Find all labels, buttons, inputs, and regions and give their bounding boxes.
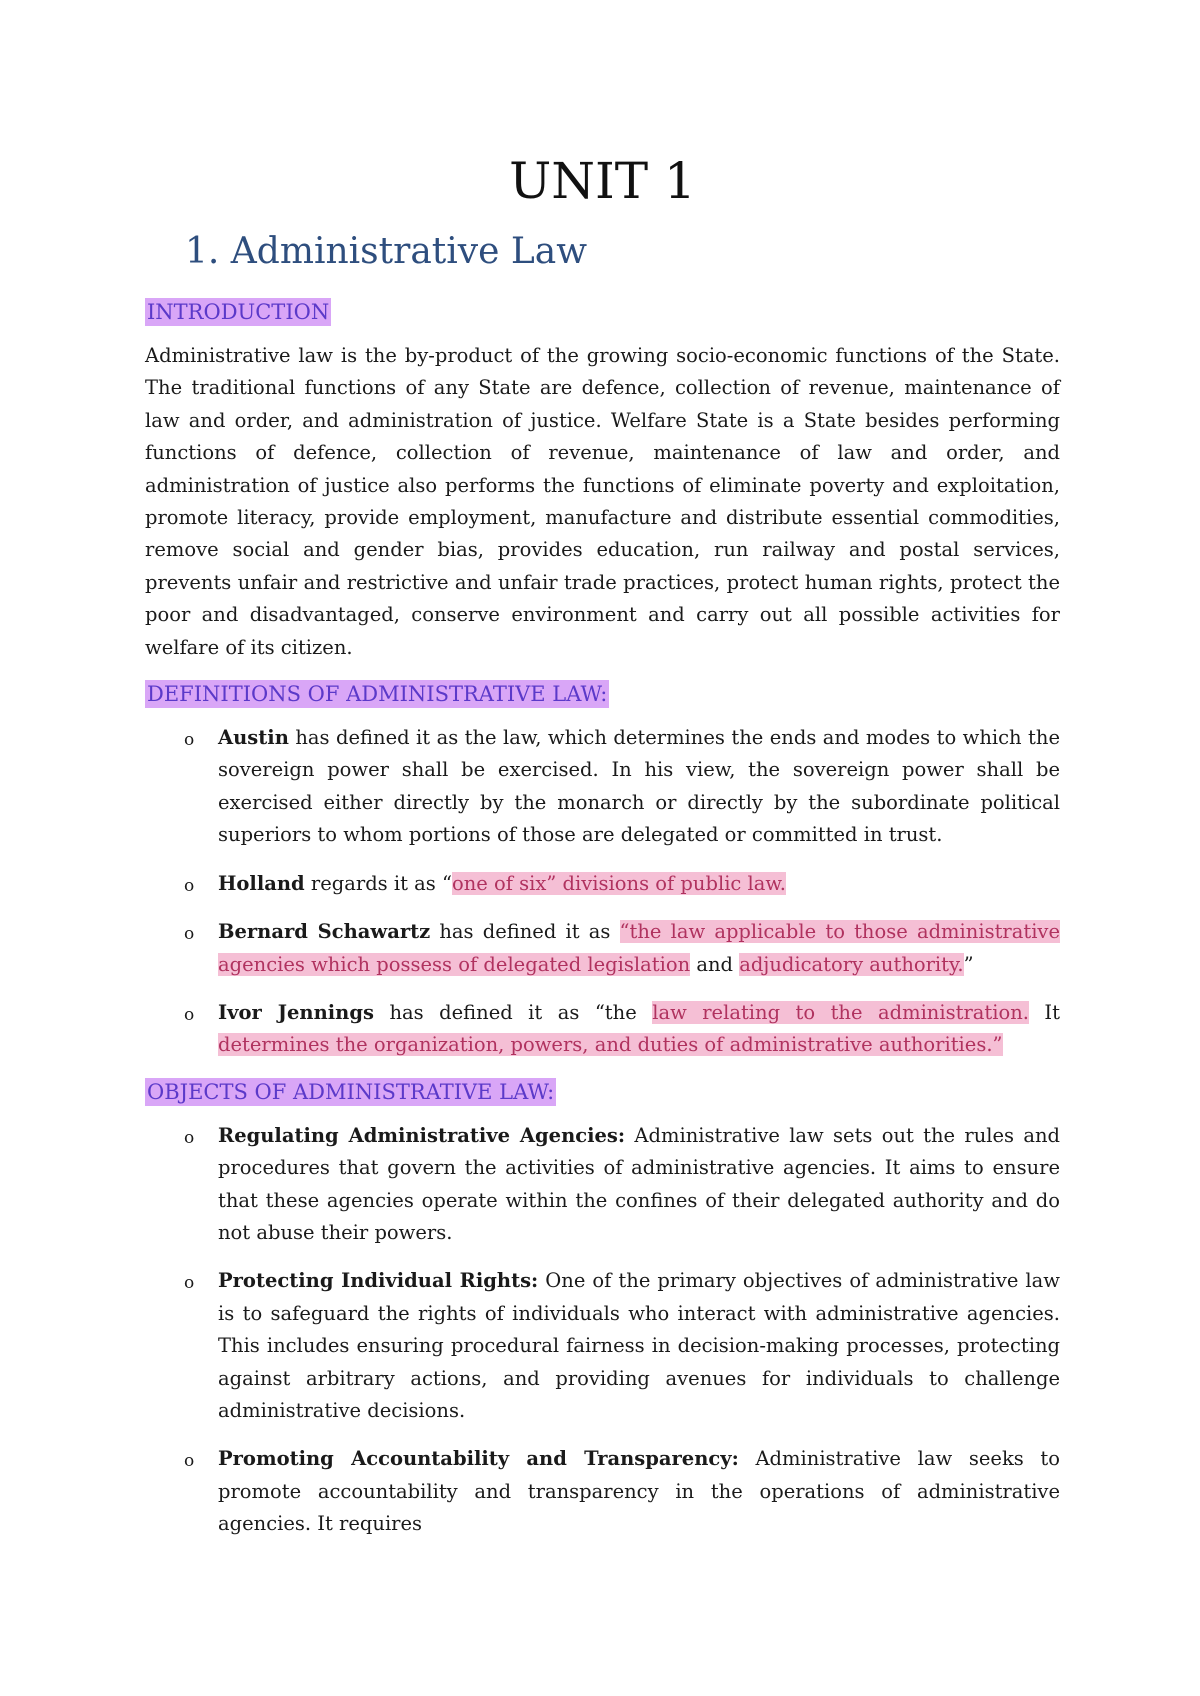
definition-item-holland bbox=[145, 868, 1060, 900]
object-item-promoting bbox=[145, 1443, 1060, 1540]
object-text: One of the primary objectives of administrative law is to safeguard the rights of individuals who interact with administrative agencies. This includes ensuring procedural fairness in decision-making processes, protecting against arbitrary actions, and providing avenues for individuals to challenge administrative decisions. bbox=[218, 1269, 1060, 1422]
bullet-circle-icon: o bbox=[184, 1004, 195, 1025]
object-text: Administrative law sets out the rules and procedures that govern the activities of administrative agencies. It aims to ensure that these agencies operate within the confines of their delegated authority and do not abuse their powers. bbox=[218, 1123, 1060, 1244]
definition-text: has defined it as bbox=[430, 920, 620, 944]
definition-text: and bbox=[690, 952, 740, 976]
definition-item-jennings bbox=[145, 997, 1060, 1062]
bullet-circle-icon: o bbox=[184, 924, 195, 945]
bullet-circle-icon: o bbox=[184, 730, 195, 751]
page-content bbox=[145, 148, 1060, 1557]
object-title: Regulating Administrative Agencies: bbox=[218, 1123, 626, 1147]
object-text: Administrative law seeks to promote accountability and transparency in the operations of administrative agencies. It requires bbox=[218, 1447, 1061, 1536]
bullet-circle-icon: o bbox=[184, 1451, 195, 1472]
objects-heading: OBJECTS OF ADMINISTRATIVE LAW: bbox=[147, 1079, 555, 1104]
section-title: 1. Administrative Law bbox=[185, 231, 588, 272]
definition-item-austin bbox=[145, 722, 1060, 852]
definition-text: has defined it as the law, which determines the ends and modes to which the sovereign power shall be exercised. In his view, the sovereign power shall be exercised either directly by the monarch or directly by the subordinate political superiors to whom portions of those are delegated or committed in trust. bbox=[218, 726, 1060, 847]
unit-title: UNIT 1 bbox=[509, 152, 696, 210]
definition-author: Bernard Schawartz bbox=[218, 920, 431, 944]
objects-heading-wrap bbox=[145, 1078, 1060, 1106]
definition-text: has defined it as “the bbox=[373, 1000, 653, 1024]
definition-text: ” bbox=[963, 952, 974, 976]
bullet-circle-icon: o bbox=[184, 875, 195, 896]
bullet-circle-icon: o bbox=[184, 1127, 195, 1148]
object-item-protecting bbox=[145, 1265, 1060, 1427]
definition-author: Ivor Jennings bbox=[218, 1000, 374, 1024]
introduction-paragraph: Administrative law is the by-product of the growing socio-economic functions of the State. The traditional functions of any State are defence, collection of revenue, maintenance of law and order, and administration of justice. Welfare State is a State besides performing functions of defence, collection of revenue, maintenance of law and order, and administration of justice also performs the functions of eliminate poverty and exploitation, promote literacy, provide employment, manufacture and distribute essential commodities, remove social and gender bias, provides education, run railway and postal services, prevents unfair and restrictive and unfair trade practices, protect human rights, protect the poor and disadvantaged, conserve environment and carry out all possible activities for welfare of its citizen. bbox=[145, 344, 1060, 659]
definition-highlight: determines the organization, powers, and duties of administrative authorities.” bbox=[218, 1033, 1003, 1057]
object-title: Protecting Individual Rights: bbox=[218, 1269, 539, 1293]
introduction-heading-wrap bbox=[145, 298, 1060, 326]
definition-highlight: “the law applicable to those administrative agencies which possess of delegated legislation bbox=[218, 920, 1060, 976]
definition-text: It bbox=[1028, 1000, 1060, 1024]
definition-author: Austin bbox=[218, 726, 289, 750]
definition-text: regards it as “ bbox=[304, 871, 452, 895]
definition-highlight: law relating to the administration. bbox=[652, 1000, 1029, 1024]
definition-author: Holland bbox=[218, 871, 305, 895]
object-item-regulating bbox=[145, 1120, 1060, 1250]
definitions-heading-wrap bbox=[145, 680, 1060, 708]
definition-highlight: adjudicatory authority. bbox=[739, 952, 964, 976]
definition-highlight: one of six” divisions of public law. bbox=[451, 871, 786, 895]
object-title: Promoting Accountability and Transparency: bbox=[218, 1447, 739, 1471]
introduction-heading: INTRODUCTION bbox=[147, 300, 330, 324]
definitions-heading: DEFINITIONS OF ADMINISTRATIVE LAW: bbox=[147, 682, 608, 707]
bullet-circle-icon: o bbox=[184, 1273, 195, 1294]
objects-list bbox=[145, 1120, 1060, 1541]
definition-item-schawartz bbox=[145, 916, 1060, 981]
definitions-list bbox=[145, 722, 1060, 1062]
